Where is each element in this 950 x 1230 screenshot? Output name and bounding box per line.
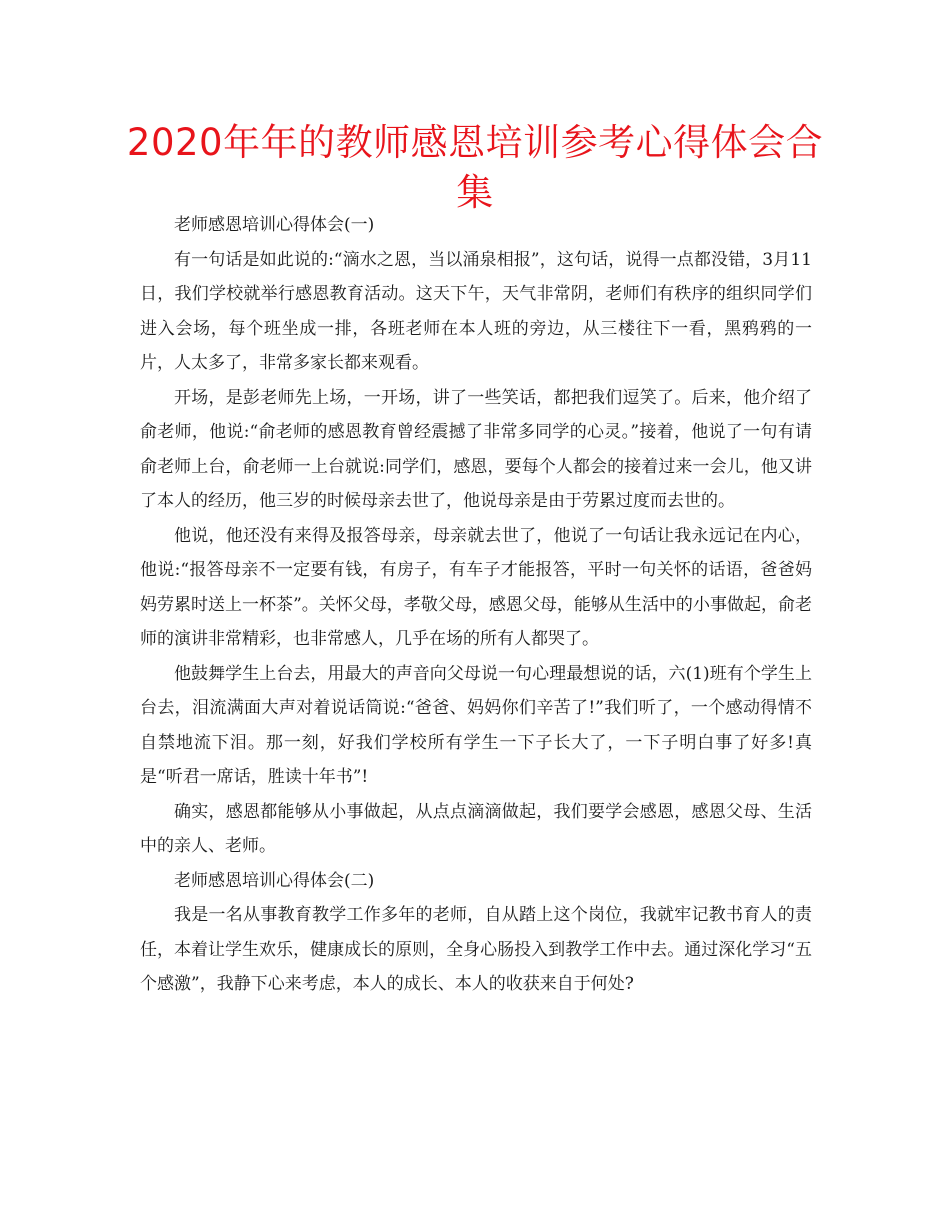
body-paragraph: 他说，他还没有来得及报答母亲，母亲就去世了，他说了一句话让我永远记在内心，他说:“报答母亲不一定要有钱，有房子，有车子才能报答，平时一句关怀的话语，爸爸妈妈劳累时送上一杯茶”。关怀父母，孝敬父母，感恩父母，能够从生活中的小事做起，俞老师的演讲非常精彩，也非常感人，几乎在场的所有人都哭了。 xyxy=(140,525,812,649)
body-paragraph: 我是一名从事教育教学工作多年的老师，自从踏上这个岗位，我就牢记教书育人的责任，本着让学生欢乐，健康成长的原则，全身心肠投入到教学工作中去。通过深化学习“五个感激”，我静下心来考虑，本人的成长、本人的收获来自于何处? xyxy=(140,905,812,994)
body-paragraph: 确实，感恩都能够从小事做起，从点点滴滴做起，我们要学会感恩，感恩父母、生活中的亲人、老师。 xyxy=(140,801,812,856)
body-paragraph: 有一句话是如此说的:“滴水之恩，当以涌泉相报”，这句话，说得一点都没错，3月11日，我们学校就举行感恩教育活动。这天下午，天气非常阴，老师们有秩序的组织同学们进入会场，每个班坐成一排，各班老师在本人班的旁边，从三楼往下一看，黑鸦鸦的一片，人太多了，非常多家长都来观看。 xyxy=(140,249,812,373)
document-title: 2020年年的教师感恩培训参考心得体会合集 xyxy=(126,121,824,214)
body-paragraph: 开场，是彭老师先上场，一开场，讲了一些笑话，都把我们逗笑了。后来，他介绍了俞老师，他说:“俞老师的感恩教育曾经震撼了非常多同学的心灵。”接着，他说了一句有请俞老师上台，俞老师一上台就说:同学们，感恩，要每个人都会的接着过来一会儿，他又讲了本人的经历，他三岁的时候母亲去世了，他说母亲是由于劳累过度而去世的。 xyxy=(140,387,812,511)
document-body xyxy=(140,208,812,1002)
body-paragraph: 他鼓舞学生上台去，用最大的声音向父母说一句心理最想说的话，六(1)班有个学生上台去，泪流满面大声对着说话筒说:“爸爸、妈妈你们辛苦了!”我们听了，一个感动得情不自禁地流下泪。那一刻，好我们学校所有学生一下子长大了，一下子明白事了好多!真是“听君一席话，胜读十年书”! xyxy=(140,663,812,787)
section-heading-2: 老师感恩培训心得体会(二) xyxy=(174,870,375,891)
section-heading-1: 老师感恩培训心得体会(一) xyxy=(174,215,375,235)
